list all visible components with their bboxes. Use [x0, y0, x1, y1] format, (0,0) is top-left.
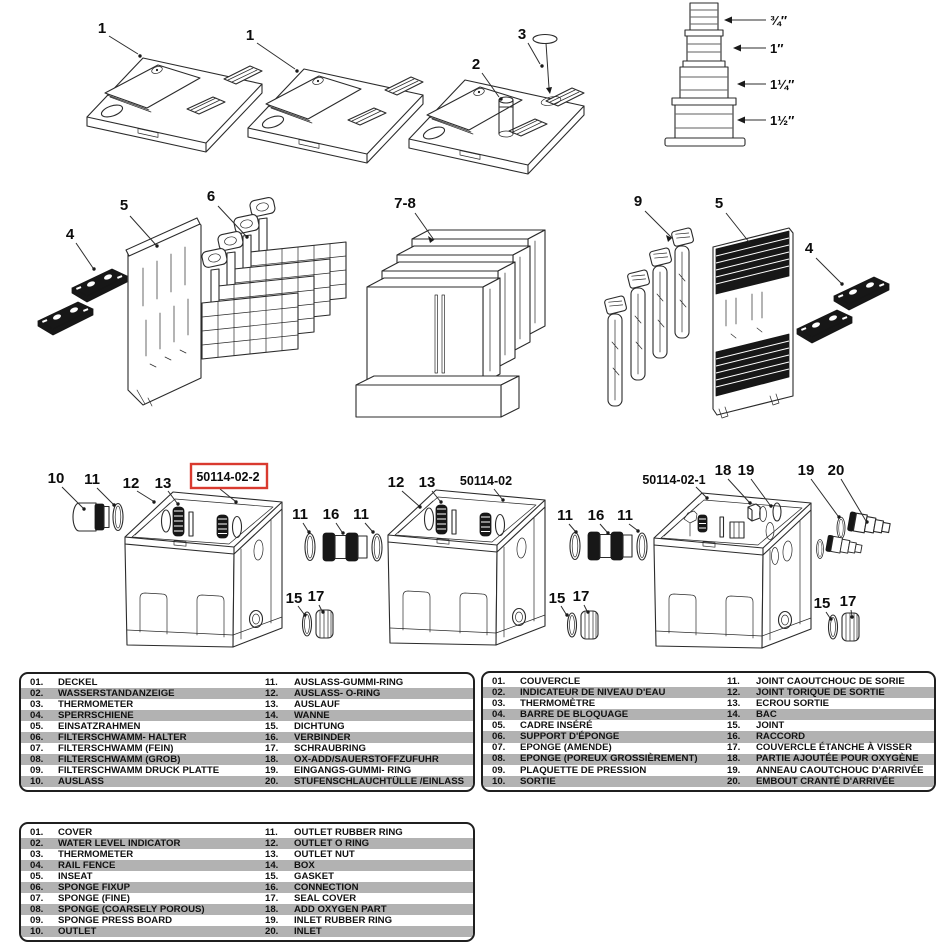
seal-pair-2 — [568, 611, 599, 639]
callout-thermometer: 3 — [517, 26, 527, 43]
part-label: COVER — [58, 826, 93, 838]
part-number: 11. — [727, 675, 740, 687]
parts-table-row — [21, 699, 473, 710]
part-number: 20. — [265, 925, 279, 937]
part-label: THERMOMÈTRE — [520, 697, 596, 709]
part-label: DECKEL — [58, 676, 98, 688]
connector-2 — [570, 532, 647, 560]
part-label: SPERRSCHIENE — [58, 709, 134, 721]
callout-sponge-holder: 6 — [206, 188, 216, 205]
part-label: INLET RUBBER RING — [294, 914, 393, 926]
part-number: 01. — [30, 826, 44, 838]
part-label: AUSLAUF — [294, 698, 340, 710]
parts-table-row — [483, 754, 934, 765]
part-number: 18. — [727, 753, 741, 765]
rail-fence-left — [38, 269, 127, 335]
part-label: AUSLASS — [58, 775, 104, 787]
part-number: 17. — [265, 742, 279, 754]
part-number: 13. — [265, 698, 279, 710]
parts-table-row — [483, 698, 934, 709]
callout-inlet: 20 — [827, 462, 845, 479]
parts-table-row — [483, 743, 934, 754]
callout-sponges: 7-8 — [394, 195, 416, 212]
part-label: OUTLET — [58, 925, 97, 937]
part-label: BOX — [294, 859, 315, 871]
part-label: SUPPORT D'ÉPONGE — [520, 731, 620, 743]
cover-assembly — [87, 35, 584, 175]
model-number-3: 50114-02-1 — [642, 473, 706, 487]
part-label: ADD OXYGEN PART — [294, 903, 387, 915]
parts-table-row — [21, 743, 473, 754]
model-number-2: 50114-02 — [459, 474, 513, 488]
part-number: 01. — [492, 675, 506, 687]
part-label: COUVERCLE — [520, 675, 581, 687]
filter-box-3 — [654, 493, 811, 648]
insert-plate-right — [713, 228, 793, 418]
part-label: EMBOUT CRANTÉ D'ARRIVÉE — [756, 775, 895, 787]
callout-plate-left: 5 — [119, 197, 129, 214]
outlet-assembly — [73, 503, 123, 531]
callout-box2-oring: 12 — [387, 474, 405, 491]
part-label: ECROU SORTIE — [756, 697, 830, 709]
part-number: 16. — [265, 731, 279, 743]
part-number: 10. — [492, 775, 506, 787]
parts-table-row — [21, 893, 473, 904]
part-label: GASKET — [294, 870, 334, 882]
callout-conn1-ring-r: 11 — [353, 506, 369, 523]
parts-table-row — [483, 731, 934, 742]
parts-table-french — [481, 671, 936, 792]
part-number: 09. — [30, 914, 44, 926]
seal-pair-1 — [303, 610, 334, 638]
part-number: 18. — [265, 903, 279, 915]
parts-table-row — [483, 765, 934, 776]
callout-conn2-body: 16 — [587, 507, 605, 524]
model-label-highlighted[interactable] — [191, 464, 267, 488]
filter-box-1 — [125, 492, 282, 647]
parts-table-row — [483, 676, 934, 687]
part-label: JOINT — [756, 720, 785, 732]
part-number: 08. — [30, 753, 44, 765]
part-number: 12. — [727, 686, 741, 698]
part-label: OUTLET RUBBER RING — [294, 826, 403, 838]
part-label: EINGANGS-GUMMI- RING — [294, 764, 412, 776]
part-label: STUFENSCHLAUCHTÜLLE /EINLASS — [294, 775, 465, 787]
model-number-1: 50114-02-2 — [196, 470, 260, 484]
parts-table-row — [483, 687, 934, 698]
part-number: 13. — [727, 697, 741, 709]
fitting-size-114: 1¼″ — [770, 77, 795, 92]
parts-table-english — [19, 822, 475, 942]
part-label: PARTIE AJOUTÉE POUR OXYGÈNE — [756, 753, 919, 765]
part-number: 12. — [265, 687, 279, 699]
part-number: 09. — [492, 764, 506, 776]
part-number: 20. — [727, 775, 741, 787]
callout-seal1-nut: 17 — [307, 588, 325, 605]
part-number: 03. — [30, 698, 44, 710]
rail-fence-right — [797, 277, 889, 343]
fitting-size-34: ¾″ — [770, 13, 788, 28]
parts-table-row — [21, 776, 473, 787]
part-number: 04. — [30, 709, 44, 721]
parts-table-row — [21, 721, 473, 732]
parts-table-row — [21, 765, 473, 776]
part-number: 10. — [30, 925, 44, 937]
part-label: RACCORD — [756, 731, 806, 743]
part-number: 18. — [265, 753, 279, 765]
part-label: INDICATEUR DE NIVEAU D'EAU — [520, 686, 666, 698]
part-label: FILTERSCHWAMM- HALTER — [58, 731, 187, 743]
callout-cover-left: 1 — [97, 20, 107, 37]
parts-table-row — [21, 871, 473, 882]
callout-seal1-gasket: 15 — [285, 590, 303, 607]
part-number: 16. — [265, 881, 279, 893]
parts-table-row — [21, 882, 473, 893]
part-number: 15. — [727, 720, 741, 732]
part-label: COUVERCLE ÉTANCHE À VISSER — [756, 742, 913, 754]
parts-table-german — [19, 672, 475, 792]
parts-table-row — [21, 926, 473, 937]
part-label: EPONGE (POREUX GROSSIÈREMENT) — [520, 753, 698, 765]
part-label: ANNEAU CAOUTCHOUC D'ARRIVÉE — [756, 764, 924, 776]
part-number: 17. — [265, 892, 279, 904]
seal-pair-3 — [829, 613, 860, 641]
callout-box3-ring: 19 — [737, 462, 755, 479]
part-label: DICHTUNG — [294, 720, 345, 732]
part-number: 06. — [30, 731, 44, 743]
part-label: OUTLET NUT — [294, 848, 355, 860]
callout-seal2-gasket: 15 — [548, 590, 566, 607]
callout-outlet: 10 — [47, 470, 65, 487]
part-label: EPONGE (AMENDE) — [520, 742, 612, 754]
part-number: 04. — [492, 709, 506, 721]
part-number: 16. — [727, 731, 741, 743]
part-label: JOINT CAOUTCHOUC DE SORIE — [756, 675, 905, 687]
parts-table-row — [21, 677, 473, 688]
insert-plate-left — [126, 218, 201, 406]
sponge-holder-grids — [201, 197, 346, 359]
part-label: BARRE DE BLOQUAGE — [520, 709, 629, 721]
part-number: 01. — [30, 676, 44, 688]
part-number: 04. — [30, 859, 44, 871]
part-label: THERMOMETER — [58, 848, 134, 860]
part-label: SORTIE — [520, 775, 556, 787]
sponge-stack — [356, 230, 545, 417]
parts-table-row — [21, 860, 473, 871]
part-label: CADRE INSÉRÉ — [520, 720, 593, 732]
part-number: 17. — [727, 742, 741, 754]
callout-oxygen-part: 18 — [714, 462, 732, 479]
callout-box1-oring: 12 — [122, 475, 140, 492]
inlet-adapters — [817, 512, 892, 559]
parts-table-row — [21, 904, 473, 915]
callout-rail-left: 4 — [65, 226, 75, 243]
part-number: 02. — [30, 687, 44, 699]
parts-table-row — [21, 754, 473, 765]
parts-table-row — [483, 709, 934, 720]
callout-conn1-ring-l: 11 — [292, 506, 308, 523]
part-label: EINSATZRAHMEN — [58, 720, 141, 732]
part-number: 07. — [492, 742, 506, 754]
part-label: INLET — [294, 925, 322, 937]
callout-press-board: 9 — [633, 193, 643, 210]
part-label: PLAQUETTE DE PRESSION — [520, 764, 647, 776]
part-label: THERMOMETER — [58, 698, 134, 710]
part-number: 08. — [30, 903, 44, 915]
callout-outlet-ring: 11 — [84, 471, 100, 488]
callout-conn1-body: 16 — [322, 506, 340, 523]
sponge-base-tray — [356, 376, 519, 417]
part-label: FILTERSCHWAMM DRUCK PLATTE — [58, 764, 220, 776]
part-number: 03. — [492, 697, 506, 709]
part-number: 15. — [265, 870, 279, 882]
fitting-size-1: 1″ — [770, 41, 784, 56]
part-number: 11. — [265, 676, 278, 688]
part-number: 05. — [30, 720, 44, 732]
part-number: 07. — [30, 742, 44, 754]
callout-rail-right: 4 — [804, 240, 814, 257]
part-number: 14. — [727, 709, 741, 721]
press-boards — [604, 227, 694, 406]
part-number: 11. — [265, 826, 278, 838]
callout-seal3-nut: 17 — [839, 593, 857, 610]
part-label: BAC — [756, 709, 777, 721]
part-label: SPONGE PRESS BOARD — [58, 914, 173, 926]
part-label: VERBINDER — [294, 731, 351, 743]
parts-table-row — [21, 838, 473, 849]
part-label: SPONGE (FINE) — [58, 892, 130, 904]
part-number: 05. — [492, 720, 506, 732]
callout-box1-nut: 13 — [154, 475, 172, 492]
callout-plate-right: 5 — [714, 195, 724, 212]
part-label: RAIL FENCE — [58, 859, 116, 871]
part-number: 07. — [30, 892, 44, 904]
part-label: SEAL COVER — [294, 892, 357, 904]
part-label: FILTERSCHWAMM (GROB) — [58, 753, 181, 765]
part-label: WATER LEVEL INDICATOR — [58, 837, 181, 849]
part-number: 19. — [265, 764, 279, 776]
callout-seal3-gasket: 15 — [813, 595, 831, 612]
part-number: 19. — [727, 764, 741, 776]
callout-seal2-nut: 17 — [572, 588, 590, 605]
part-number: 14. — [265, 859, 279, 871]
part-label: FILTERSCHWAMM (FEIN) — [58, 742, 174, 754]
parts-table-row — [21, 688, 473, 699]
parts-table-row — [483, 720, 934, 731]
part-number: 12. — [265, 837, 279, 849]
part-number: 05. — [30, 870, 44, 882]
part-label: AUSLASS-GUMMI-RING — [294, 676, 404, 688]
part-label: JOINT TORIQUE DE SORTIE — [756, 686, 885, 698]
part-number: 09. — [30, 764, 44, 776]
part-number: 03. — [30, 848, 44, 860]
part-label: WANNE — [294, 709, 330, 721]
filter-box-2 — [388, 490, 545, 645]
part-number: 10. — [30, 775, 44, 787]
fitting-size-112: 1½″ — [770, 113, 795, 128]
part-number: 06. — [492, 731, 506, 743]
connector-1 — [305, 533, 382, 561]
parts-table-row — [483, 776, 934, 787]
parts-table-row — [21, 849, 473, 860]
part-label: SPONGE FIXUP — [58, 881, 130, 893]
callout-conn2-ring-r: 11 — [617, 507, 633, 524]
parts-table-row — [21, 732, 473, 743]
part-label: AUSLASS- O-RING — [294, 687, 381, 699]
callout-water-level: 2 — [471, 56, 481, 73]
part-number: 20. — [265, 775, 279, 787]
part-number: 13. — [265, 848, 279, 860]
callout-cover-mid: 1 — [245, 27, 255, 44]
callout-conn2-ring-l: 11 — [557, 507, 573, 524]
part-label: OUTLET O RING — [294, 837, 370, 849]
callout-inlet-ring: 19 — [797, 462, 815, 479]
part-label: WASSERSTANDANZEIGE — [58, 687, 175, 699]
part-number: 02. — [30, 837, 44, 849]
arrowhead-pressboard — [666, 235, 672, 242]
part-number: 06. — [30, 881, 44, 893]
part-number: 19. — [265, 914, 279, 926]
parts-table-row — [21, 915, 473, 926]
part-label: CONNECTION — [294, 881, 359, 893]
part-number: 15. — [265, 720, 279, 732]
callout-box2-nut: 13 — [418, 474, 436, 491]
part-label: INSEAT — [58, 870, 93, 882]
stepped-hose-fitting — [665, 3, 745, 146]
part-label: SCHRAUBRING — [294, 742, 366, 754]
part-number: 14. — [265, 709, 279, 721]
part-label: OX-ADD/SAUERSTOFFZUFUHR — [294, 753, 439, 765]
parts-table-row — [21, 827, 473, 838]
part-number: 08. — [492, 753, 506, 765]
part-label: SPONGE (COARSELY POROUS) — [58, 903, 205, 915]
part-number: 02. — [492, 686, 506, 698]
parts-table-row — [21, 710, 473, 721]
